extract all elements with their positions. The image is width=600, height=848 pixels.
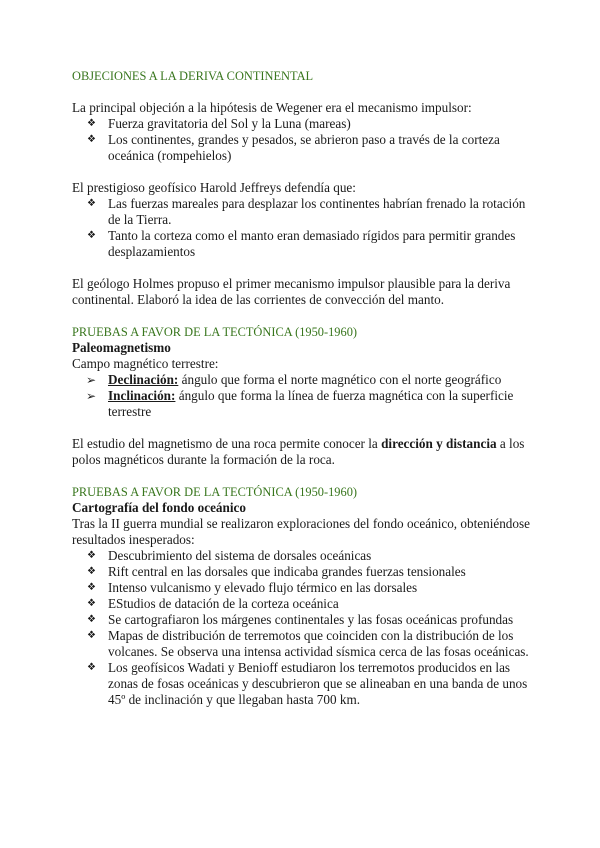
list-item	[72, 580, 532, 596]
list-item	[72, 372, 532, 388]
list-item-text: Intenso vulcanismo y elevado flujo térmico en las dorsales	[108, 580, 418, 595]
list-item-text: Se cartografiaron los márgenes continentales y las fosas oceánicas profundas	[108, 612, 514, 627]
paragraph-magnetic-field: Campo magnético terrestre:	[72, 356, 219, 371]
section-heading-objections: OBJECIONES A LA DERIVA CONTINENTAL	[72, 69, 314, 83]
paragraph-rock-magnetism	[72, 436, 532, 468]
diamond-bullet-icon: ❖	[87, 230, 96, 241]
list-item	[72, 132, 532, 164]
list-item-text: Mapas de distribución de terremotos que coinciden con la distribución de los volcanes. Se observa una intensa actividad sísmica cerca de las fosas oceánicas.	[108, 628, 529, 659]
diamond-bullet-icon: ❖	[87, 630, 96, 641]
text-fragment: a los polos magnéticos durante la formación de la roca.	[72, 436, 525, 467]
term-declination: Declinación:	[108, 372, 179, 387]
section-heading-paleomagnetism: PRUEBAS A FAVOR DE LA TECTÓNICA (1950-1960)	[72, 325, 358, 339]
section-heading-ocean-floor: PRUEBAS A FAVOR DE LA TECTÓNICA (1950-1960)	[72, 485, 358, 499]
subheading-ocean-floor: Cartografía del fondo oceánico	[72, 500, 246, 515]
paragraph-main-objection: La principal objeción a la hipótesis de Wegener era el mecanismo impulsor:	[72, 100, 472, 115]
list-item	[72, 564, 532, 580]
list-item	[72, 628, 532, 660]
list-item	[72, 660, 532, 708]
objection-list	[72, 116, 532, 164]
list-item-text: Las fuerzas mareales para desplazar los continentes habrían frenado la rotación de la Tierra.	[108, 196, 526, 227]
diamond-bullet-icon: ❖	[87, 550, 96, 561]
paragraph-exploration: Tras la II guerra mundial se realizaron exploraciones del fondo oceánico, obteniéndose resultados inesperados:	[72, 516, 530, 547]
diamond-bullet-icon: ❖	[87, 134, 96, 145]
term-definition: ángulo que forma la línea de fuerza magnética con la superficie terrestre	[108, 388, 514, 419]
list-item	[72, 228, 532, 260]
paragraph-jeffreys: El prestigioso geofísico Harold Jeffreys defendía que:	[72, 180, 356, 195]
arrow-bullet-icon: ➢	[86, 373, 97, 387]
list-item	[72, 596, 532, 612]
paragraph-holmes: El geólogo Holmes propuso el primer mecanismo impulsor plausible para la deriva continental. Elaboró la idea de las corrientes de convección del manto.	[72, 276, 511, 307]
arrow-bullet-icon: ➢	[86, 389, 97, 403]
bold-phrase: dirección y distancia	[381, 436, 497, 451]
list-item	[72, 116, 532, 132]
list-item-text: Los geofísicos Wadati y Benioff estudiaron los terremotos producidos en las zonas de fosas oceánicas y descubrieron que se alineaban en una banda de unos 45º de inclinación y que llegaban hasta 700 km.	[108, 660, 528, 707]
term-inclination: Inclinación:	[108, 388, 176, 403]
diamond-bullet-icon: ❖	[87, 118, 96, 129]
ocean-findings-list	[72, 548, 532, 708]
diamond-bullet-icon: ❖	[87, 662, 96, 673]
diamond-bullet-icon: ❖	[87, 582, 96, 593]
diamond-bullet-icon: ❖	[87, 614, 96, 625]
jeffreys-list	[72, 196, 532, 260]
list-item-text: EStudios de datación de la corteza oceánica	[108, 596, 339, 611]
list-item-text: Tanto la corteza como el manto eran demasiado rígidos para permitir grandes desplazamientos	[108, 228, 516, 259]
list-item	[72, 548, 532, 564]
term-definition: ángulo que forma el norte magnético con el norte geográfico	[178, 372, 502, 387]
subheading-paleomagnetism: Paleomagnetismo	[72, 340, 171, 355]
diamond-bullet-icon: ❖	[87, 598, 96, 609]
diamond-bullet-icon: ❖	[87, 566, 96, 577]
list-item	[72, 388, 532, 420]
diamond-bullet-icon: ❖	[87, 198, 96, 209]
magnetic-terms-list	[72, 372, 532, 420]
list-item-text: Los continentes, grandes y pesados, se abrieron paso a través de la corteza oceánica (rompehielos)	[108, 132, 500, 163]
text-fragment: El estudio del magnetismo de una roca permite conocer la	[72, 436, 382, 451]
list-item	[72, 196, 532, 228]
list-item	[72, 612, 532, 628]
document-page	[72, 68, 532, 708]
list-item-text: Descubrimiento del sistema de dorsales oceánicas	[108, 548, 372, 563]
list-item-text: Fuerza gravitatoria del Sol y la Luna (mareas)	[108, 116, 351, 131]
list-item-text: Rift central en las dorsales que indicaba grandes fuerzas tensionales	[108, 564, 466, 579]
